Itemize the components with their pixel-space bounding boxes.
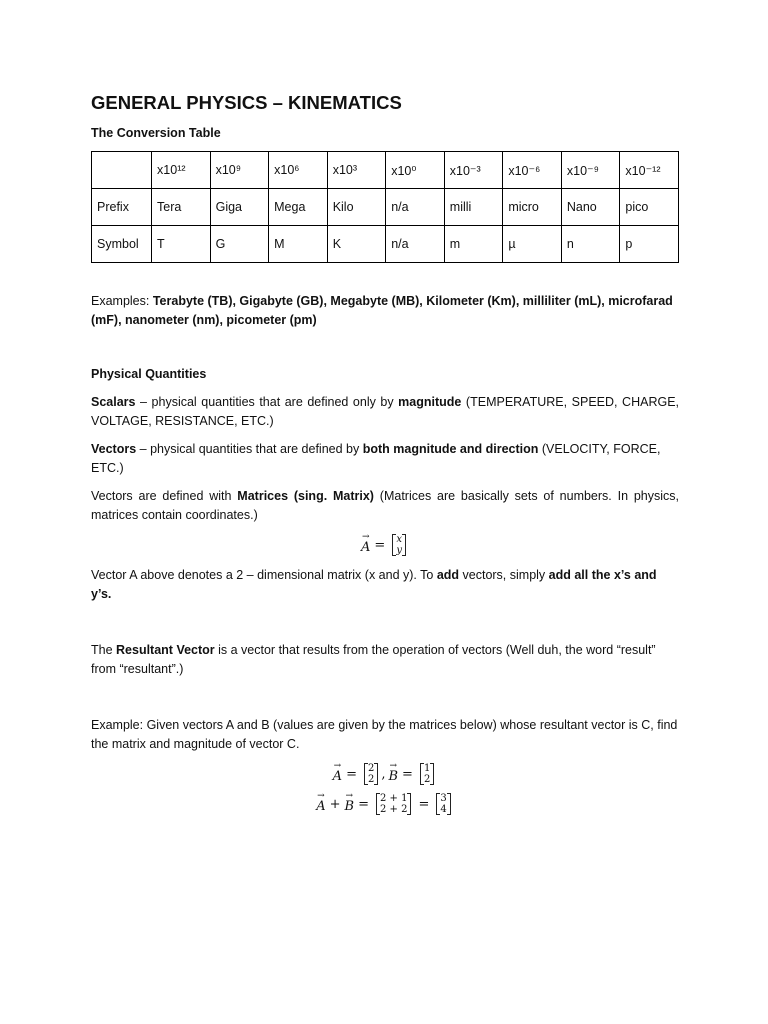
vector-symbol (388, 760, 399, 784)
vector-a-bold-add: add (436, 568, 460, 582)
vector-a-paragraph (91, 566, 679, 604)
matrix-entry: 2 + 2 (380, 804, 408, 815)
table-cell: x10⁰ (386, 152, 445, 189)
resultant-paragraph (91, 641, 679, 679)
vector-letter: B (344, 798, 355, 814)
matrices-paragraph (91, 487, 679, 525)
matrix (364, 763, 378, 785)
matrix-entry: y (396, 545, 402, 556)
table-cell: x10¹² (152, 152, 211, 189)
table-row-symbol (92, 226, 679, 263)
resultant-bold: Resultant Vector (116, 643, 215, 657)
matrix-entry: 2 (367, 774, 375, 785)
matrix-entry: 2 (367, 763, 375, 774)
table-cell: Giga (210, 189, 269, 226)
vectors-term: Vectors (91, 442, 137, 456)
scalars-term: Scalars (91, 395, 136, 409)
table-cell: m (444, 226, 503, 263)
table-row-prefix (92, 189, 679, 226)
table-cell: n (561, 226, 620, 263)
matrix-entry: 2 (423, 774, 431, 785)
table-cell: µ (503, 226, 562, 263)
vector-symbol (332, 760, 343, 784)
matrix-entry: 3 (440, 793, 447, 804)
equals-sign: = (402, 766, 413, 782)
comma-separator: , (381, 766, 386, 782)
vector-symbol (316, 790, 326, 814)
vector-a-text-mid: vectors, simply (459, 568, 549, 582)
equals-sign: = (346, 766, 357, 782)
matrix-entry: x (396, 534, 402, 545)
matrices-text-pre: Vectors are defined with (91, 489, 238, 503)
vector-symbol (344, 790, 355, 814)
plus-sign: + (329, 796, 341, 812)
equation-sum (91, 790, 679, 815)
resultant-text-post: is a vector that results from the operation of vectors (Well duh, the word “result” from “resultant”.) (91, 643, 656, 676)
conversion-table-heading: The Conversion Table (91, 126, 221, 140)
table-cell: Kilo (327, 189, 386, 226)
vector-a-text-pre: Vector A above denotes a 2 – dimensional matrix (x and y). To (91, 568, 437, 582)
table-cell: x10⁻³ (444, 152, 503, 189)
document-content (91, 92, 679, 815)
table-cell: micro (503, 189, 562, 226)
vector-letter: A (316, 798, 326, 814)
table-cell: x10⁻¹² (620, 152, 679, 189)
vector-arrow: → (317, 790, 325, 801)
table-cell: G (210, 226, 269, 263)
matrix-entry: 2 + 1 (380, 793, 408, 804)
vector-arrow: → (361, 531, 370, 542)
vector-letter: A (361, 539, 371, 555)
vector-arrow: → (389, 760, 398, 771)
table-cell: milli (444, 189, 503, 226)
matrices-text-post: (Matrices are basically sets of numbers. In physics, matrices contain coordinates.) (91, 489, 680, 522)
vector-arrow: → (333, 760, 342, 771)
page-title: GENERAL PHYSICS – KINEMATICS (91, 92, 402, 113)
table-cell: x10⁻⁹ (561, 152, 620, 189)
vector-a-bold-instruction: add all the x’s and y’s. (91, 568, 657, 601)
table-cell: Mega (269, 189, 328, 226)
vector-symbol (361, 531, 371, 555)
scalars-text-pre: – physical quantities that are defined only by (135, 395, 399, 409)
matrix-entry: 4 (440, 804, 447, 815)
matrix-entry: 1 (423, 763, 431, 774)
vector-letter: B (388, 768, 399, 784)
table-cell: x10³ (327, 152, 386, 189)
scalars-bold: magnitude (398, 395, 462, 409)
conversion-table (91, 151, 679, 263)
vectors-bold: both magnitude and direction (362, 442, 539, 456)
table-cell: Tera (152, 189, 211, 226)
table-cell: n/a (386, 226, 445, 263)
vectors-text-post: (VELOCITY, FORCE, ETC.) (91, 442, 661, 475)
table-cell: p (620, 226, 679, 263)
table-cell: x10⁻⁶ (503, 152, 562, 189)
vectors-paragraph (91, 440, 679, 478)
table-cell (92, 152, 152, 189)
equals-sign: = (418, 796, 430, 812)
example-problem-paragraph: Example: Given vectors A and B (values are given by the matrices below) whose resultant vector is C, find the matrix and magnitude of vector C. (91, 718, 678, 751)
table-cell: Nano (561, 189, 620, 226)
scalars-text-post: (TEMPERATURE, SPEED, CHARGE, VOLTAGE, RESISTANCE, ETC.) (91, 395, 680, 428)
table-cell: M (269, 226, 328, 263)
matrix (436, 793, 450, 815)
equals-sign: = (374, 537, 386, 553)
table-cell: Symbol (92, 226, 152, 263)
vectors-text-pre: – physical quantities that are defined by (136, 442, 363, 456)
matrix (376, 793, 411, 815)
table-cell: pico (620, 189, 679, 226)
table-cell: x10⁹ (210, 152, 269, 189)
table-cell: K (327, 226, 386, 263)
examples-paragraph (91, 292, 679, 330)
scalars-paragraph (91, 393, 679, 431)
physical-quantities-heading (91, 365, 679, 384)
table-cell: n/a (386, 189, 445, 226)
table-cell: Prefix (92, 189, 152, 226)
table-cell: x10⁶ (269, 152, 328, 189)
examples-list: Terabyte (TB), Gigabyte (GB), Megabyte (MB), Kilometer (Km), milliliter (mL), microfarad (mF), nanometer (nm), picometer (pm) (91, 294, 673, 327)
examples-label: Examples: (91, 294, 153, 308)
equals-sign: = (358, 796, 369, 812)
section-heading-text: Physical Quantities (91, 367, 207, 381)
matrices-bold: Matrices (sing. Matrix) (237, 489, 374, 503)
vector-letter: A (332, 768, 343, 784)
matrix (420, 763, 434, 785)
table-header-row (92, 152, 679, 189)
equation-vector-a (91, 531, 679, 556)
matrix (392, 534, 406, 556)
resultant-text-pre: The (91, 643, 117, 657)
vector-arrow: → (345, 790, 354, 801)
equation-a-b-values (91, 760, 679, 785)
table-cell: T (152, 226, 211, 263)
